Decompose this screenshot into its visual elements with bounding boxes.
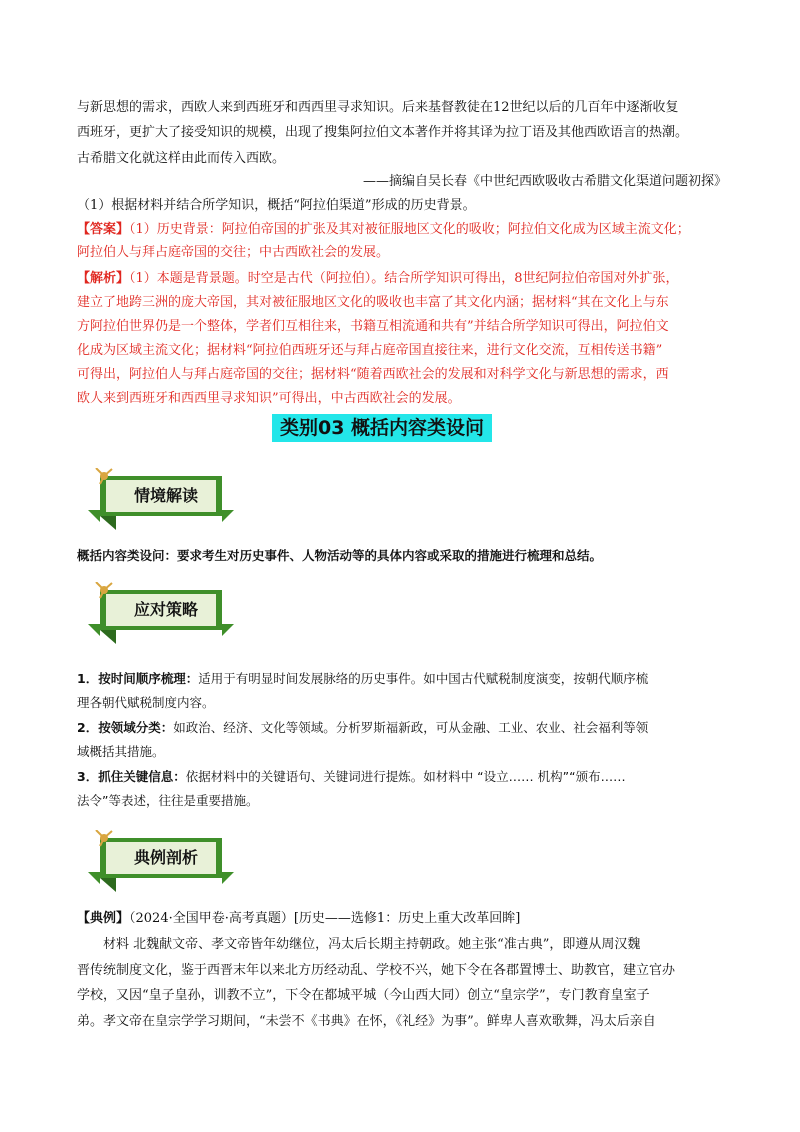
example-line: 晋传统制度文化，鉴于西晋末年以来北方历经动乱、学校不兴，她下令在各郡置博士、助教官，建立官办: [77, 963, 676, 978]
answer-tag: 【答案】: [77, 222, 130, 237]
category-title: 类别03 概括内容类设问: [272, 414, 492, 442]
analysis-line: 方阿拉伯世界仍是一个整体，学者们互相往来，书籍互相流通和共有”并结合所学知识可得出，阿拉伯文: [77, 319, 669, 334]
section-badge-example: [86, 830, 236, 892]
passage-line: 与新思想的需求，西欧人来到西班牙和西西里寻求知识。后来基督教徒在12世纪以后的几百年中逐渐收复: [77, 100, 679, 115]
passage-source: ——摘编自吴长春《中世纪西欧吸收古希腊文化渠道问题初探》: [362, 174, 727, 189]
answer-line: [77, 220, 727, 240]
strategy-text: 适用于有明显时间发展脉络的历史事件。如中国古代赋税制度演变，按朝代顺序梳: [198, 671, 649, 686]
analysis-line: 欧人来到西班牙和西西里寻求知识”可得出，中古西欧社会的发展。: [77, 391, 461, 406]
answer-text: （1）历史背景：阿拉伯帝国的扩张及其对被征服地区文化的吸收；阿拉伯文化成为区域主流文化；: [129, 222, 690, 237]
analysis-line: 化成为区域主流文化；据材料“阿拉伯西班牙还与拜占庭帝国直接往来，进行文化交流，互相传送书籍”: [77, 343, 663, 358]
section-badge-context: [86, 468, 236, 530]
strategy-item: [77, 669, 727, 689]
analysis-text: （1）本题是背景题。时空是古代（阿拉伯）。结合所学知识可得出，8世纪阿拉伯帝国对外扩张，: [129, 271, 679, 286]
passage-line: 西班牙，更扩大了接受知识的规模，出现了搜集阿拉伯文本著作并将其译为拉丁语及其他西欧语言的热潮。: [77, 125, 689, 140]
example-header: [77, 909, 727, 929]
strategy-text: 如政治、经济、文化等领域。分析罗斯福新政，可从金融、工业、农业、社会福利等领: [173, 720, 649, 735]
analysis-line: [77, 269, 727, 289]
strategy-cont: 理各朝代赋税制度内容。: [77, 695, 215, 710]
analysis-line: 可得出，阿拉伯人与拜占庭帝国的交往；据材料“随着西欧社会的发展和对科学文化与新思想的需求，西: [77, 367, 669, 382]
strategy-cont: 法令”等表述，往往是重要措施。: [77, 793, 259, 808]
example-tag: 【典例】: [77, 911, 130, 926]
example-line: 学校，又因“皇子皇孙，训教不立”，下令在都城平城（今山西大同）创立“皇宗学”，专门教育皇室子: [77, 988, 650, 1003]
badge-label: 典例剖析: [133, 848, 198, 867]
strategy-cont: 域概括其措施。: [77, 744, 165, 759]
strategy-lead: 3．抓住关键信息：: [77, 769, 186, 784]
badge-label: 应对策略: [133, 600, 198, 619]
example-line: 弟。孝文帝在皇宗学学习期间，“未尝不《书典》在怀，《礼经》为事”。鲜卑人喜欢歌舞，冯太后亲自: [77, 1014, 656, 1029]
badge-label: 情境解读: [133, 486, 198, 505]
example-header-text: （2024·全国甲卷·高考真题）[历史——选修1：历史上重大改革回眸]: [129, 911, 521, 926]
answer-line: 阿拉伯人与拜占庭帝国的交往；中古西欧社会的发展。: [77, 245, 390, 260]
strategy-text: 依据材料中的关键语句、关键词进行提炼。如材料中 “设立…… 机构”“颁布……: [185, 769, 626, 784]
strategy-item: [77, 718, 727, 738]
question-text: （1）根据材料并结合所学知识，概括“阿拉伯渠道”形成的历史背景。: [77, 198, 476, 213]
analysis-tag: 【解析】: [77, 271, 130, 286]
example-line: 材料 北魏献文帝、孝文帝皆年幼继位，冯太后长期主持朝政。她主张“准古典”，即遵从周汉魏: [103, 937, 641, 952]
analysis-line: 建立了地跨三洲的庞大帝国，其对被征服地区文化的吸收也丰富了其文化内涵；据材料“其在文化上与东: [77, 295, 669, 310]
strategy-item: [77, 767, 727, 787]
section-badge-strategy: [86, 582, 236, 644]
context-text: 概括内容类设问：要求考生对历史事件、人物活动等的具体内容或采取的措施进行梳理和总结。: [77, 548, 603, 563]
strategy-lead: 2．按领域分类：: [77, 720, 174, 735]
strategy-lead: 1．按时间顺序梳理：: [77, 671, 199, 686]
passage-line: 古希腊文化就这样由此而传入西欧。: [77, 151, 286, 166]
